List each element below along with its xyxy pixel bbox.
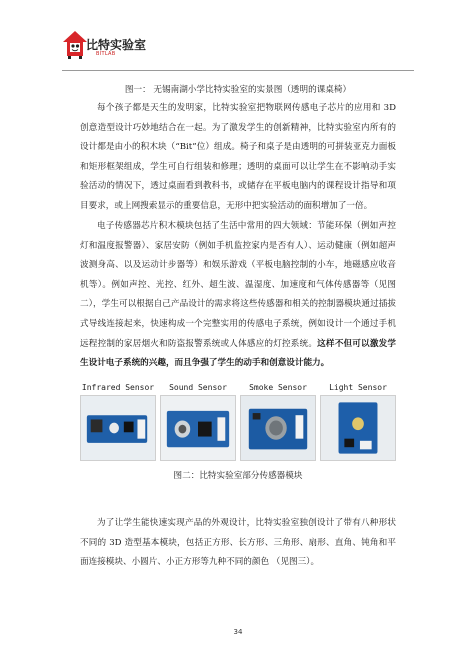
paragraph-2-text: 电子传感器芯片积木模块包括了生活中常用的四大领域：节能环保（例如声控灯和温度报警器）、家居安防（例如手机监控家内是否有人）、运动健康（例如超声波测身高、以及运动计步器等）和娱乐游戏（平板电脑控制的小车，地磁感应收音机等）。例如声控、光控、红外、超生波、温湿度、加速度和气体传感器等（见图二），学生可以根据自己产品设计的需求将这些传感器和相关的控制器模块通过插拔式导线连接起来，快速构成一个完整实用的传感电子系统，例如设计一个通过手机远程控制的家居烟火和防盗报警系统或人体感应的灯控系统。 — [80, 221, 396, 349]
sensor-label: Sound Sensor — [169, 383, 227, 392]
sensor-label: Infrared Sensor — [81, 383, 155, 392]
sensor-photo-strip — [80, 381, 396, 461]
paragraph-3-text: 为了让学生能快速实现产品的外观设计，比特实验室独创设计了带有八种形状不同的 3D 造型基本模块，包括正方形、长方形、三角形、扇形、直角、钝角和平面连接模块、小圆片、小正方形等九种不同的颜色 （见图三）。 — [80, 518, 396, 568]
house-mascot-icon — [62, 30, 88, 60]
sensor-light — [320, 381, 396, 461]
paragraph-2-emphasis: 这样不但可以激发学生设计电子系统的兴趣，而且争强了学生的动手和创意设计能力。 — [80, 338, 396, 369]
logo-subtitle: BITLAB — [96, 51, 116, 57]
light-sensor-photo — [320, 395, 396, 461]
sensor-sound — [160, 381, 236, 461]
paragraph-2 — [80, 217, 396, 374]
figure-1-caption: 图一： 无锡南湖小学比特实验室的实景图（透明的课桌椅） — [124, 85, 352, 95]
paragraph-1 — [80, 99, 396, 217]
bitlab-logo — [62, 30, 152, 66]
logo-title: 比特实验室 — [86, 38, 147, 52]
sound-sensor-photo — [160, 395, 236, 461]
paragraph-3 — [80, 514, 396, 573]
sensor-label: Smoke Sensor — [249, 383, 307, 392]
header-divider — [62, 70, 414, 71]
paragraph-1-text: 每个孩子都是天生的发明家，比特实验室把物联网传感电子芯片的应用和 3D 创意造型设计巧妙地结合在一起。为了激发学生的创新精神，比特实验室内所有的设计都是由小的积木块（“Bit”位）组成。椅子和桌子是由透明的可拼装亚克力面板和矩形框架组成，学生可自行组装和修理；透明的桌面可以让学生在不影响动手实验活动的情况下，透过桌面看到教科书，或储存在平板电脑内的课程设计指导和项目要求，或上网搜索显示的重要信息，无形中把实验活动的面积增加了一倍。 — [80, 103, 396, 211]
page-number: 34 — [233, 628, 243, 636]
sensor-label: Light Sensor — [329, 383, 387, 392]
figure-2-caption: 图二：比特实验室部分传感器模块 — [173, 471, 303, 481]
sensor-smoke — [240, 381, 316, 461]
sensor-infrared — [80, 381, 156, 461]
infrared-sensor-photo — [80, 395, 156, 461]
smoke-sensor-photo — [240, 395, 316, 461]
